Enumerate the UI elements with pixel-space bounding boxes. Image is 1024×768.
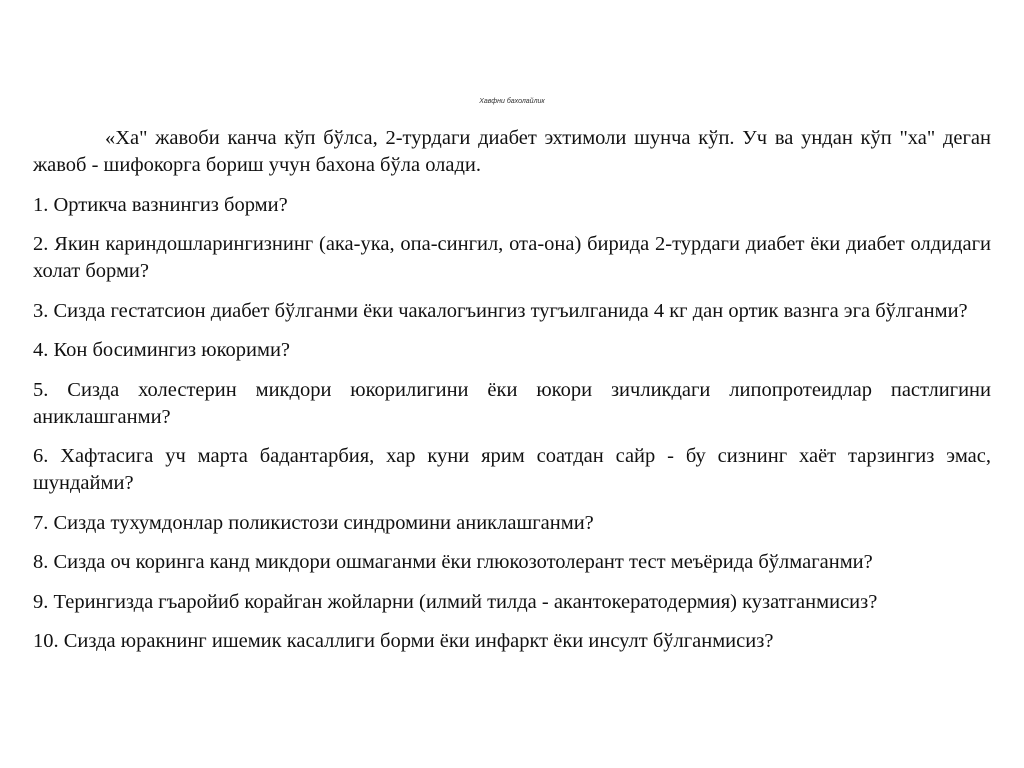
question-item: 6. Хафтасига уч марта бадантарбия, хар куни ярим соатдан сайр - бу сизнинг хаёт тарзингиз эмас, шундайми? xyxy=(33,445,991,494)
slide-title: Хавфни бахолайлик xyxy=(479,98,545,105)
question-item: 2. Якин кариндошларингизнинг (ака-ука, опа-сингил, ота-она) бирида 2-турдаги диабет ёки диабет олдидаги холат борми? xyxy=(33,233,991,282)
question-item: 9. Терингизда гъаройиб корайган жойларни (илмий тилда - акантокератодермия) кузатганмисиз? xyxy=(33,590,878,613)
question-item: 4. Кон босимингиз юкорими? xyxy=(33,339,291,361)
question-item: 8. Сизда оч коринга канд микдори ошмаганми ёки глюкозотолерант тест меъёрида бўлмаганми? xyxy=(33,551,873,573)
intro-paragraph: «Ха" жавоби канча кўп бўлса, 2-турдаги диабет эхтимоли шунча кўп. Уч ва ундан кўп "ха" деган жавоб - шифокорга бориш учун бахона бўла олади. xyxy=(33,127,991,176)
question-item: 10. Сизда юракнинг ишемик касаллиги борми ёки инфаркт ёки инсулт бўлганмисиз? xyxy=(33,630,774,652)
question-item: 7. Сизда тухумдонлар поликистози синдромини аниклашганми? xyxy=(33,511,594,534)
question-item: 3. Сизда гестатсион диабет бўлганми ёки чакалогъингиз тугъилганида 4 кг дан ортик вазнга эга бўлганми? xyxy=(33,299,968,322)
question-item: 5. Сизда холестерин микдори юкорилигини ёки юкори зичликдаги липопротеидлар пастлигини аниклашганми? xyxy=(33,378,991,428)
question-item: 1. Ортикча вазнингиз борми? xyxy=(33,193,288,216)
slide-body xyxy=(33,125,991,668)
